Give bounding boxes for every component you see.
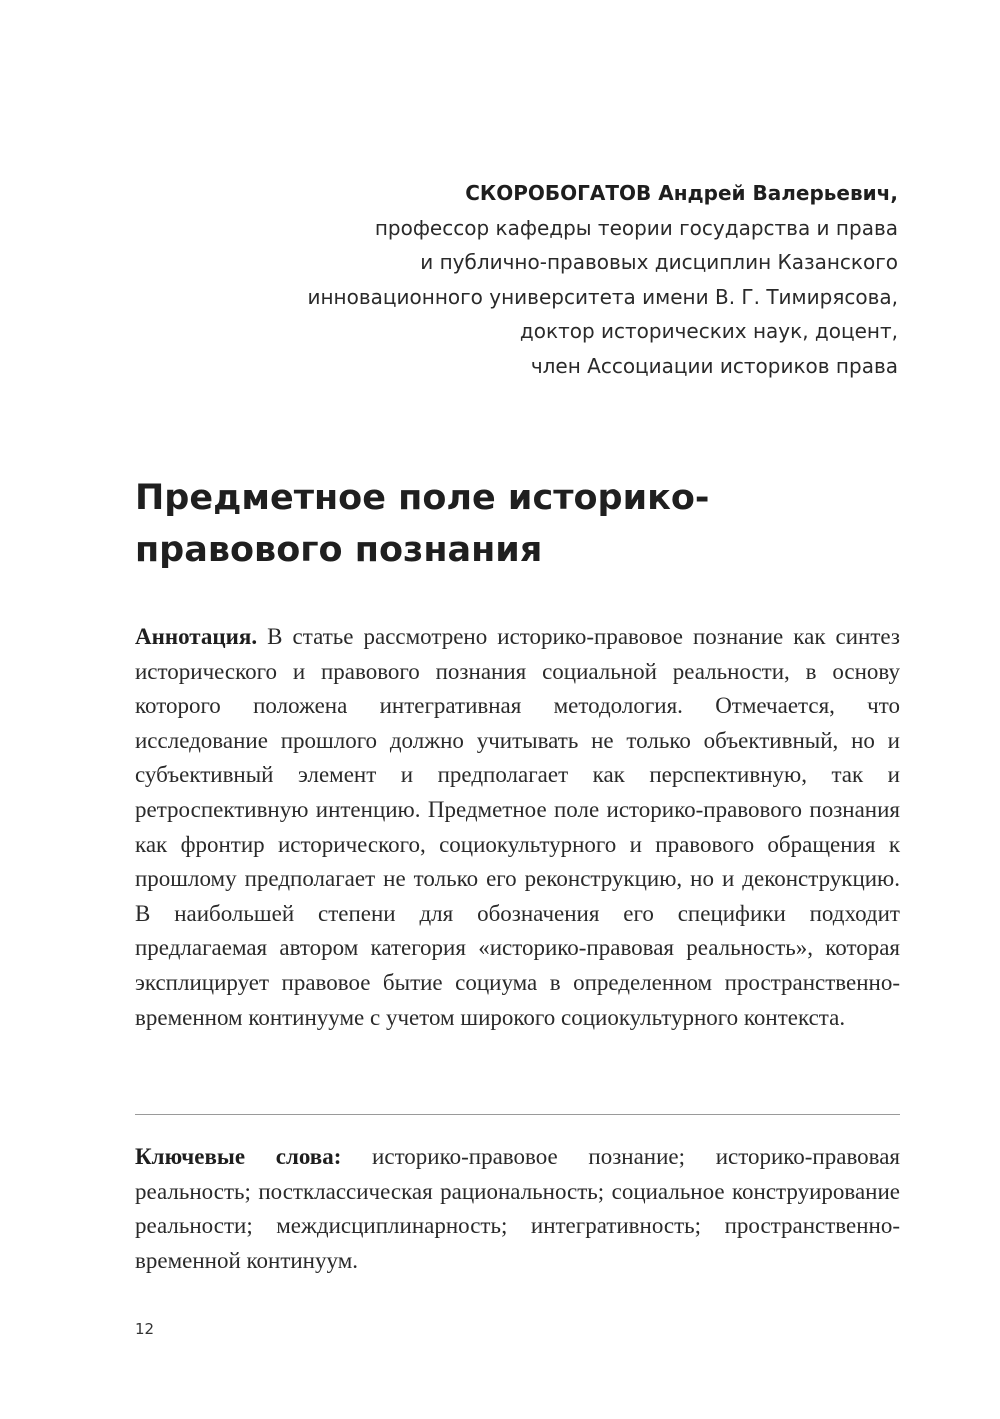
author-info — [138, 176, 898, 383]
keywords-text: историко-правовое познание; историко-правовая реальность; постклассическая рациональность; социальное конструирование реальности; междисциплинарность; интегративность; пространственно-временной континуум. — [135, 1144, 900, 1273]
author-degree-line: доктор исторических наук, доцент, — [519, 319, 898, 343]
abstract — [135, 620, 900, 1035]
author-name: СКОРОБОГАТОВ Андрей Валерьевич, — [465, 181, 898, 205]
article-title — [135, 472, 915, 576]
abstract-text: В статье рассмотрено историко-правовое познание как синтез исторического и правового познания социальной реальности, в основу которого положена интегративная методология. Отмечается, что исследование прошлого должно учитывать не только объективный, но и субъективный элемент и предполагает как перспективную, так и ретроспективную интенцию. Предметное поле историко-правового познания как фронтир исторического, социокультурного и правового обращения к прошлому предполагает не только его реконструкцию, но и деконструкцию. В наибольшей степени для обозначения его специфики подходит предлагаемая автором категория «историко-правовая реальность», которая эксплицирует правовое бытие социума в определенном пространственно-временном континууме с учетом широкого социокультурного контекста. — [135, 624, 900, 1030]
author-membership-line: член Ассоциации историков права — [530, 353, 898, 378]
page-number: 12 — [135, 1320, 155, 1338]
article-title-line: правового познания — [135, 530, 543, 570]
section-divider — [135, 1114, 900, 1115]
keywords — [135, 1140, 900, 1278]
author-affiliation-line: профессор кафедры теории государства и права — [374, 215, 898, 240]
abstract-label: Аннотация. — [135, 624, 258, 649]
keywords-label: Ключевые слова: — [135, 1144, 342, 1169]
author-affiliation-line: инновационного университета имени В. Г. Тимирясова, — [307, 284, 898, 309]
author-affiliation-line: и публично-правовых дисциплин Казанского — [420, 250, 898, 274]
article-title-line: Предметное поле историко- — [135, 478, 710, 518]
